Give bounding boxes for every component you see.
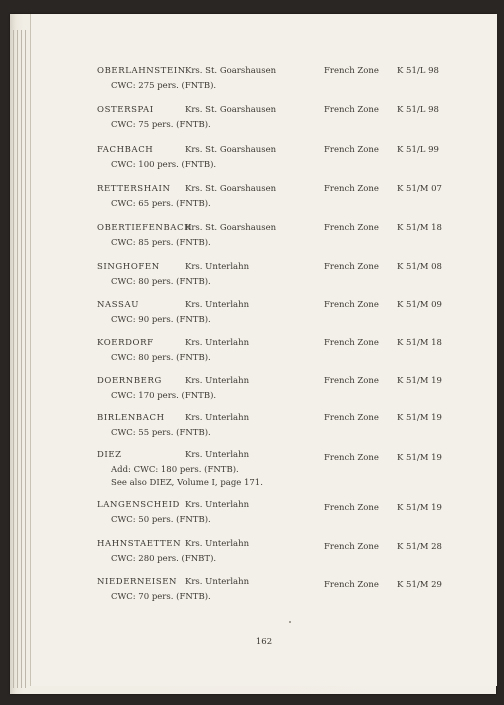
place-name: FACHBACH bbox=[97, 145, 154, 155]
district-name: Krs. Unterlahn bbox=[185, 376, 250, 386]
list-item bbox=[31, 262, 497, 300]
district-name: Krs. Unterlahn bbox=[185, 300, 250, 310]
entry-detail: CWC: 280 pers. (FNBT). bbox=[111, 554, 217, 564]
list-item bbox=[31, 338, 497, 376]
map-reference: K 51/M 18 bbox=[397, 223, 442, 233]
place-name: DIEZ bbox=[97, 450, 122, 460]
place-name: LANGENSCHEID bbox=[97, 500, 180, 510]
map-reference: K 51/M 19 bbox=[397, 453, 442, 463]
list-item bbox=[31, 184, 497, 222]
map-reference: K 51/L 99 bbox=[397, 145, 439, 155]
document-page bbox=[30, 14, 497, 686]
list-item bbox=[31, 300, 497, 338]
zone-label: French Zone bbox=[324, 453, 379, 463]
map-reference: K 51/L 98 bbox=[397, 105, 439, 115]
zone-label: French Zone bbox=[324, 413, 379, 423]
page-edge bbox=[17, 30, 18, 688]
map-reference: K 51/M 29 bbox=[397, 580, 442, 590]
list-item bbox=[31, 500, 497, 538]
list-item bbox=[31, 223, 497, 261]
place-name: NASSAU bbox=[97, 300, 139, 310]
zone-label: French Zone bbox=[324, 223, 379, 233]
entry-detail: CWC: 170 pers. (FNTB). bbox=[111, 391, 217, 401]
place-name: OBERTIEFENBACH bbox=[97, 223, 193, 233]
entry-detail: CWC: 65 pers. (FNTB). bbox=[111, 199, 211, 209]
zone-label: French Zone bbox=[324, 542, 379, 552]
place-name: SINGHOFEN bbox=[97, 262, 160, 272]
district-name: Krs. Unterlahn bbox=[185, 539, 250, 549]
map-reference: K 51/M 08 bbox=[397, 262, 442, 272]
list-item bbox=[31, 413, 497, 451]
map-reference: K 51/M 18 bbox=[397, 338, 442, 348]
zone-label: French Zone bbox=[324, 580, 379, 590]
place-name: BIRLENBACH bbox=[97, 413, 165, 423]
entry-detail: CWC: 90 pers. (FNTB). bbox=[111, 315, 211, 325]
place-name: KOERDORF bbox=[97, 338, 154, 348]
entry-detail: CWC: 80 pers. (FNTB). bbox=[111, 277, 211, 287]
entry-detail: CWC: 275 pers. (FNTB). bbox=[111, 81, 217, 91]
entry-detail: CWC: 100 pers. (FNTB). bbox=[111, 160, 217, 170]
place-name: RETTERSHAIN bbox=[97, 184, 171, 194]
entry-detail: CWC: 75 pers. (FNTB). bbox=[111, 120, 211, 130]
map-reference: K 51/M 09 bbox=[397, 300, 442, 310]
place-name: HAHNSTAETTEN bbox=[97, 539, 182, 549]
zone-label: French Zone bbox=[324, 145, 379, 155]
district-name: Krs. Unterlahn bbox=[185, 577, 250, 587]
zone-label: French Zone bbox=[324, 262, 379, 272]
list-item bbox=[31, 450, 497, 500]
district-name: Krs. St. Goarshausen bbox=[185, 66, 277, 76]
district-name: Krs. St. Goarshausen bbox=[185, 105, 277, 115]
entry-detail: CWC: 50 pers. (FNTB). bbox=[111, 515, 211, 525]
district-name: Krs. St. Goarshausen bbox=[185, 145, 277, 155]
district-name: Krs. Unterlahn bbox=[185, 262, 250, 272]
list-item bbox=[31, 539, 497, 577]
entry-detail: CWC: 85 pers. (FNTB). bbox=[111, 238, 211, 248]
map-reference: K 51/L 98 bbox=[397, 66, 439, 76]
cross-reference: See also DIEZ, Volume I, page 171. bbox=[111, 478, 263, 488]
district-name: Krs. Unterlahn bbox=[185, 413, 250, 423]
zone-label: French Zone bbox=[324, 503, 379, 513]
map-reference: K 51/M 19 bbox=[397, 413, 442, 423]
zone-label: French Zone bbox=[324, 105, 379, 115]
entry-detail: Add: CWC: 180 pers. (FNTB). bbox=[111, 465, 239, 475]
district-name: Krs. Unterlahn bbox=[185, 450, 250, 460]
list-item bbox=[31, 66, 497, 104]
zone-label: French Zone bbox=[324, 338, 379, 348]
list-item bbox=[31, 105, 497, 143]
place-name: DOERNBERG bbox=[97, 376, 162, 386]
page-number: 162 bbox=[255, 637, 273, 647]
zone-label: French Zone bbox=[324, 300, 379, 310]
district-name: Krs. Unterlahn bbox=[185, 500, 250, 510]
list-item bbox=[31, 376, 497, 414]
district-name: Krs. St. Goarshausen bbox=[185, 184, 277, 194]
list-item bbox=[31, 145, 497, 183]
entry-detail: CWC: 55 pers. (FNTB). bbox=[111, 428, 211, 438]
zone-label: French Zone bbox=[324, 184, 379, 194]
place-name: OBERLAHNSTEIN bbox=[97, 66, 186, 76]
place-name: NIEDERNEISEN bbox=[97, 577, 178, 587]
map-reference: K 51/M 07 bbox=[397, 184, 442, 194]
map-reference: K 51/M 19 bbox=[397, 376, 442, 386]
entry-detail: CWC: 70 pers. (FNTB). bbox=[111, 592, 211, 602]
page-edge bbox=[21, 30, 22, 688]
ink-speck bbox=[289, 621, 291, 623]
map-reference: K 51/M 19 bbox=[397, 503, 442, 513]
zone-label: French Zone bbox=[324, 66, 379, 76]
place-name: OSTERSPAI bbox=[97, 105, 154, 115]
page-edge bbox=[13, 30, 14, 688]
list-item bbox=[31, 577, 497, 615]
entry-detail: CWC: 80 pers. (FNTB). bbox=[111, 353, 211, 363]
page-edge bbox=[25, 30, 26, 688]
zone-label: French Zone bbox=[324, 376, 379, 386]
district-name: Krs. Unterlahn bbox=[185, 338, 250, 348]
district-name: Krs. St. Goarshausen bbox=[185, 223, 277, 233]
map-reference: K 51/M 28 bbox=[397, 542, 442, 552]
